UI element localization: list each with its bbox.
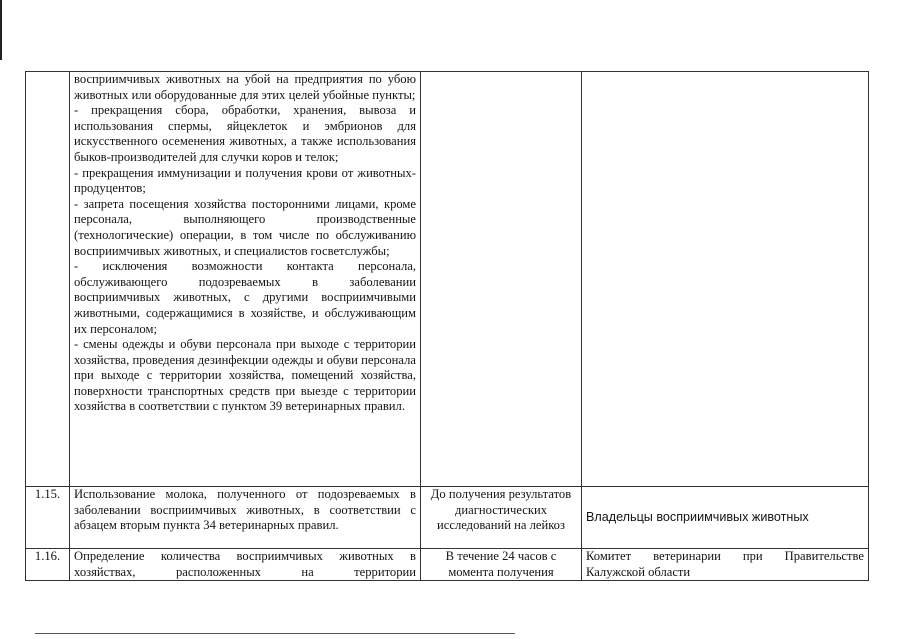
table-row [26, 549, 869, 581]
term-cell: В течение 24 часов с момента получения [421, 549, 582, 581]
row-number-cell: 1.15. [26, 487, 70, 549]
measure-bullet: - прекращения иммунизации и получения крови от животных-продуцентов; [74, 165, 416, 196]
row-number-cell [26, 72, 70, 487]
table-row [26, 72, 869, 487]
responsible-cell: Комитет ветеринарии при Правительстве Калужской области [582, 549, 869, 581]
page-edge-mark [0, 0, 2, 60]
term-cell: До получения результатов диагностических исследований на лейкоз [421, 487, 582, 549]
term-cell [421, 72, 582, 487]
measure-description-cell: Определение количества восприимчивых животных в хозяйствах, расположенных на территории [70, 549, 421, 581]
measure-bullet: восприимчивых животных на убой на предприятия по убою животных или оборудованные для этих целей убойные пункты; [74, 72, 416, 102]
measure-description-cell [70, 72, 421, 487]
measures-table [25, 71, 869, 581]
measure-bullet: - прекращения сбора, обработки, хранения, вывоза и использования спермы, яйцеклеток и эмбрионов для искусственного осеменения животных, а также использования быков-производителей для случки коров и телок; [74, 103, 416, 164]
measure-bullet: - запрета посещения хозяйства посторонними лицами, кроме персонала, выполняющего производственные (технологические) операции, в том числе по обслуживанию восприимчивых животных, и специалистов госветслужбы; [74, 196, 416, 258]
responsible-cell [582, 72, 869, 487]
table-row [26, 487, 869, 549]
measure-bullet: - исключения возможности контакта персонала, обслуживающего подозреваемых в заболевании восприимчивых животных, с другими восприимчивыми животными, содержащимися в хозяйстве, и обслуживающим их персоналом; [74, 259, 416, 336]
row-number-cell: 1.16. [26, 549, 70, 581]
responsible-cell: Владельцы восприимчивых животных [582, 487, 869, 549]
measure-bullet: - смены одежды и обуви персонала при выходе с территории хозяйства, проведения дезинфекции одежды и обуви персонала при выходе с территории хозяйства, помещений хозяйства, поверхности транспортных средств при выезде с территории хозяйства в соответствии с пунктом 39 ветеринарных правил. [74, 337, 416, 414]
footnote-separator [35, 633, 515, 634]
measure-description-cell: Использование молока, полученного от подозреваемых в заболевании восприимчивых животных, в соответствии с абзацем вторым пункта 34 ветеринарных правил. [70, 487, 421, 549]
